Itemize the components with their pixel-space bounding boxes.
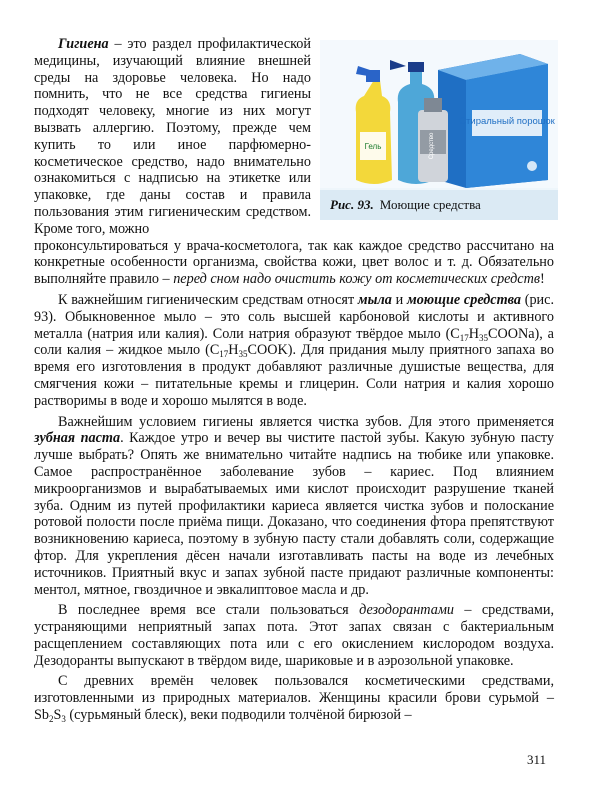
subscript: 17 bbox=[219, 349, 229, 360]
paragraph-hygiene bbox=[34, 36, 311, 238]
paragraph-text: H bbox=[468, 325, 480, 342]
paragraph-text: – это раздел профилактической медицины, изучающий влияние внешней среды на здоровье человека. Но надо помнить, что не все средства гигиены подходят человеку, многие из них могут вызвать аллергию. Поэтому, прежде чем купить то или иное парфюмерно-косметическое средство, надо внимательно ознакомиться с надписью на этикетке или упаковке, где даны состав и правила пользования этим гигиеническим средством. Кроме того, можно bbox=[34, 36, 311, 237]
main-text bbox=[34, 36, 554, 724]
paragraph-text: COONa), а соли калия – жидкое мыло (C bbox=[34, 325, 554, 359]
paragraph-text: S bbox=[53, 707, 62, 724]
page-number: 311 bbox=[526, 752, 546, 767]
term-hygiene: Гигиена bbox=[58, 36, 109, 52]
figure-caption-text: Моющие средства bbox=[379, 197, 481, 212]
paragraph-text: В последнее время все стали пользоваться bbox=[58, 602, 360, 619]
subscript: 2 bbox=[48, 714, 54, 725]
paragraph-text: (сурьмяный блеск), веки подводили толчёной бирюзой – bbox=[65, 707, 412, 724]
powder-box-text: Стиральный порошок bbox=[459, 116, 555, 127]
paragraph-deodorants bbox=[34, 602, 554, 669]
term-deodorants: дезодорантами bbox=[359, 602, 454, 619]
paragraph-hygiene-cont bbox=[34, 238, 554, 288]
term-detergents: моющие средства bbox=[406, 291, 521, 308]
paragraph-text: С древних времён человек пользовался косметическими средствами, изготовленными из природных материалов. Женщины красили брови сурьмой – Sb bbox=[34, 673, 554, 724]
spray-label: Средство bbox=[429, 132, 435, 160]
figure-label: Рис. 93. bbox=[330, 197, 374, 212]
paragraph-soap bbox=[34, 292, 554, 410]
subscript: 3 bbox=[61, 714, 66, 725]
hygiene-rule: перед сном надо очистить кожу от косметических средств bbox=[173, 271, 540, 288]
punctuation: ! bbox=[539, 271, 545, 288]
paragraph-text: . Каждое утро и вечер вы чистите пастой зубы. Какую зубную пасту лучше выбрать? Опять же внимательно читайте надпись на тюбике или упаковке. Самое распространённое заболевание зубов – кариес. Под влиянием микроорганизмов и вырабатываемых ими кислот происходит разрушение тканей зуба. Одним из путей профилактики кариеса является чистка зубов и полоскание ротовой полости после приёма пищи. Доказано, что соединения фтора препятствуют возникновению кариеса, поэтому в зубную пасту стали добавлять соли, содержащие фтор. Для укрепления дёсен начали изготавливать пасты на воде из лечебных источников. Приятный вкус и запах зубной пасте придают различные компоненты: ментол, мятное, гвоздичное и эвкалиптовое масла и др. bbox=[34, 430, 554, 598]
paragraph-text: H bbox=[228, 342, 239, 359]
term-toothpaste: зубная паста bbox=[34, 430, 121, 447]
term-soap: мыла bbox=[357, 291, 392, 308]
paragraph-text: – средствами, устраняющими неприятный запах пота. Этот запах связан с бактериальным расщеплением составляющих пота или с его окислением кислородом воздуха. Дезодоранты выпускают в твёрдом виде, шариковые и в аэрозольной упаковке. bbox=[34, 602, 554, 669]
paragraph-ancient-cosmetics bbox=[34, 673, 554, 723]
paragraph-toothpaste bbox=[34, 414, 554, 599]
paragraph-text: и bbox=[391, 291, 407, 308]
paragraph-text: К важнейшим гигиеническим средствам относят bbox=[58, 291, 358, 308]
paragraph-text: (рис. 93). Обыкновенное мыло – это соль высшей карбоновой кислоты и активного металла (натрия или калия). Соли натрия образуют твёрдое мыло (C bbox=[34, 291, 554, 342]
paragraph-text: COOK). Для придания мылу приятного запаха во время его изготовления в продукт добавляют различные душистые вещества, для смягчения кожи – питательные кремы и глицерин. Соли натрия и калия хорошо растворимы в воде и хорошо мылятся в воде. bbox=[34, 342, 554, 409]
subscript: 35 bbox=[238, 349, 248, 360]
subscript: 35 bbox=[479, 332, 489, 343]
paragraph-text: Важнейшим условием гигиены является чистка зубов. Для этого применяется bbox=[58, 413, 554, 430]
gel-label: Гель bbox=[364, 142, 382, 151]
paragraph-text: проконсультироваться у врача-косметолога, так как каждое средство рассчитано на конкретные особенности организма, свойства кожи, цвет волос и т. д. Обязательно выполняйте правило – bbox=[34, 237, 554, 288]
subscript: 17 bbox=[459, 332, 469, 343]
